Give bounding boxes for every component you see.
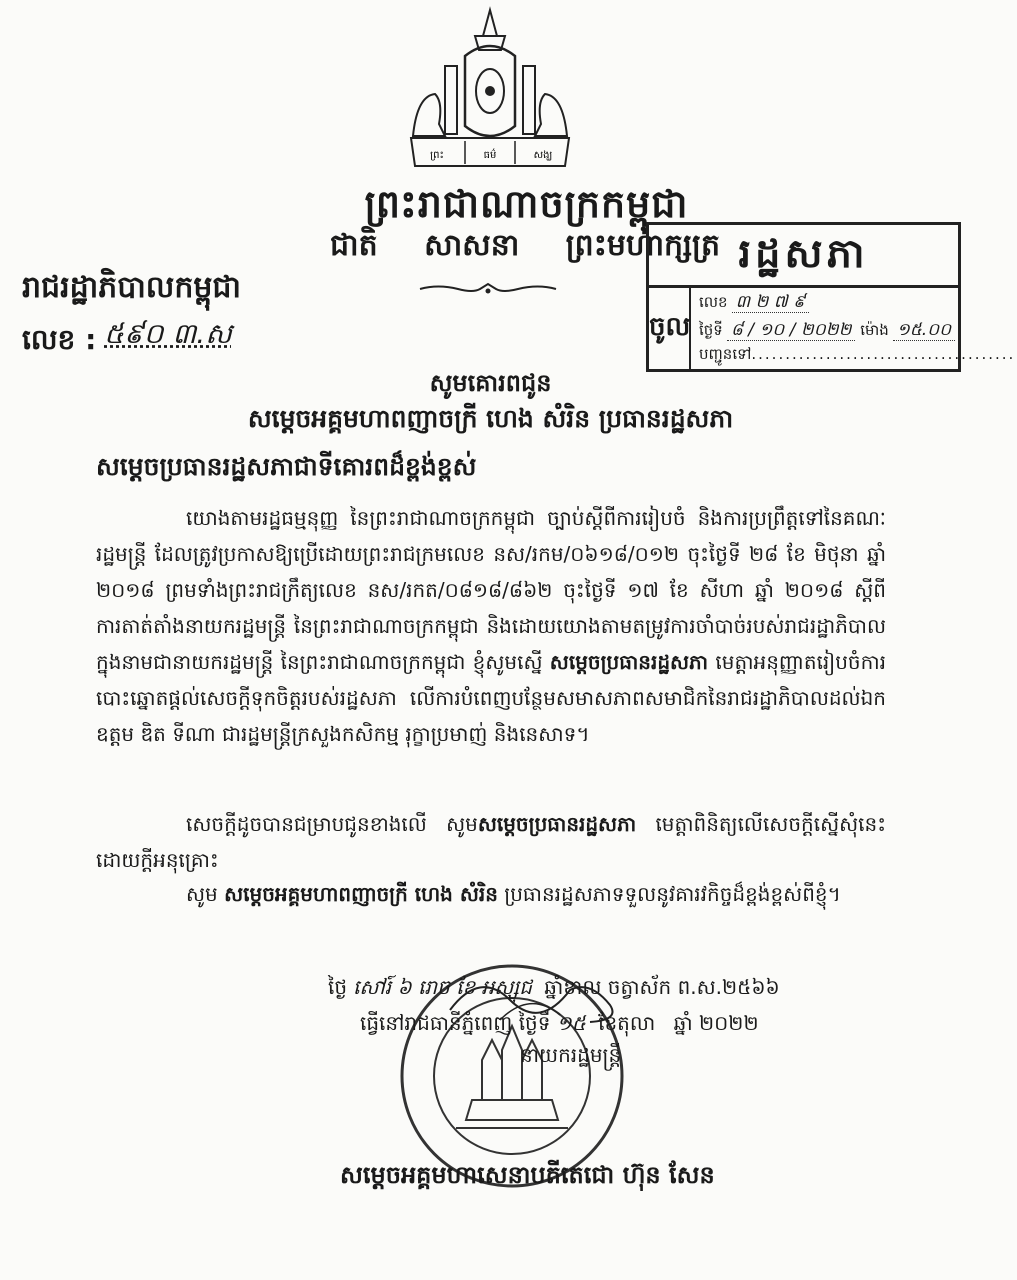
handwritten-day: ១៥ [556, 1011, 586, 1035]
date-prefix: ថ្ងៃ [328, 975, 348, 999]
place-prefix: ធ្វើនៅរាជធានីភ្នំពេញ ថ្ងៃទី [360, 1011, 551, 1035]
body-paragraph-2 [96, 806, 886, 878]
reference-label: លេខ : [22, 323, 97, 356]
handwritten-lunar-date: សៅរ៍ ៦ រោច ខែ អស្សុជ [353, 975, 532, 999]
paragraph-text: សេចក្តីដូចបានជម្រាបជូនខាងលើ សូម [186, 812, 478, 836]
stamp-date-row [699, 319, 955, 344]
lunar-year: ឆ្នាំខាល ចត្វាស័ក ព.ស.២៥៦៦ [544, 975, 780, 999]
emblem-banner-word: សង្ឃ [533, 150, 553, 161]
stamp-title: រដ្ឋសភា [649, 225, 958, 288]
signatory-name: សម្តេចអគ្គមហាសេនាបតីតេជោ ហ៊ុន សែន [340, 1161, 715, 1189]
signature-icon [440, 960, 640, 1040]
motto-word-nation: ជាតិ [330, 228, 378, 263]
motto-word-king: ព្រះមហាក្សត្រ [565, 228, 720, 263]
handwritten-month [655, 1011, 667, 1035]
paragraph-emphasis: សម្តេចប្រធានរដ្ឋសភា [549, 650, 709, 674]
stamp-side-label: ចូល [649, 285, 691, 369]
motto-word-religion: សាសនា [424, 228, 520, 263]
stamp-number-label: លេខ [699, 293, 728, 311]
stamp-forward-label: បញ្ជូនទៅ [699, 345, 752, 363]
month-prefix: ខែតុលា [598, 1011, 656, 1035]
paragraph-text: សូម [186, 882, 218, 906]
year-suffix: ឆ្នាំ ២០២២ [673, 1011, 759, 1035]
kingdom-title: ព្រះរាជាណាចក្រកម្ពុជា [364, 182, 689, 226]
stamp-date-value: ៨ / ១០ / ២០២២ [727, 320, 856, 341]
paragraph-text: ប្រធានរដ្ឋសភាទទួលនូវគារវកិច្ចដ៏ខ្ពង់ខ្ពស់ពីខ្ញុំ។ [504, 882, 841, 906]
emblem-banner-word: ធម៌ [483, 150, 497, 161]
paragraph-emphasis: សម្តេចប្រធានរដ្ឋសភា [477, 812, 637, 836]
issuing-authority: រាជរដ្ឋាភិបាលកម្ពុជា [22, 270, 241, 305]
salutation: សម្តេចប្រធានរដ្ឋសភាជាទីគោរពដ៏ខ្ពង់ខ្ពស់ [96, 452, 477, 481]
royal-emblem-icon [405, 6, 575, 168]
body-paragraph-1 [96, 500, 886, 752]
stamp-number-value: ៣ ២ ៧ ៩ [732, 292, 810, 313]
emblem-banner-word: ព្រះ [430, 150, 444, 161]
paragraph-text: មេត្តាអនុញ្ញាតរៀបចំការបោះឆ្នោតផ្តល់សេចក្តីទុកចិត្តរបស់រដ្ឋសភា លើការបំពេញបន្ថែមសមាសភាពសមាជិកនៃរាជរដ្ឋាភិបាលដល់ឯកឧត្តម ឌិត ទីណា ជារដ្ឋមន្ត្រីក្រសួងកសិកម្ម រុក្ខាប្រមាញ់ និងនេសាទ។ [96, 650, 887, 746]
ornament-divider-icon [418, 282, 558, 296]
received-stamp [646, 222, 1016, 372]
paragraph-text: យោងតាមរដ្ឋធម្មនុញ្ញ នៃព្រះរាជាណាចក្រកម្ពុជា ច្បាប់ស្តីពីការរៀបចំ និងការប្រព្រឹត្តទៅនៃគណៈរដ្ឋមន្ត្រី ដែលត្រូវប្រកាសឱ្យប្រើដោយព្រះរាជក្រមលេខ នស/រកម/០៦១៨/០១២ ចុះថ្ងៃទី ២៨ ខែ មិថុនា ឆ្នាំ ២០១៨ ព្រមទាំងព្រះរាជក្រឹត្យលេខ នស/រកត/០៨១៨/៨៦២ ចុះថ្ងៃទី ១៧ ខែ សីហា ឆ្នាំ ២០១៨ ស្តីពីការតាត់តាំងនាយករដ្ឋមន្ត្រី នៃព្រះរាជាណាចក្រកម្ពុជា និងដោយយោងតាមតម្រូវការចាំបាច់របស់រាជរដ្ឋាភិបាល ក្នុងនាមជានាយករដ្ឋមន្ត្រី នៃព្រះរាជាណាចក្រកម្ពុជា ខ្ញុំសូមស្នើ [96, 506, 886, 674]
stamp-time-label: ម៉ោង [860, 321, 889, 339]
body-paragraph-3 [96, 876, 886, 912]
stamp-forward-row: បញ្ជូនទៅ....................................... [699, 345, 1016, 363]
greeting-line-2: សម្តេចអគ្គមហាពញាចក្រី ហេង សំរិន ប្រធានរដ្ឋសភា [247, 404, 734, 433]
greeting-line-1: សូមគោរពជូន [429, 369, 552, 397]
stamp-number-row [699, 291, 809, 316]
stamp-time-value: ១៥.០០ [893, 320, 955, 341]
reference-number: ៥៩០ ៣.ស [104, 317, 232, 350]
paragraph-emphasis: សម្តេចអគ្គមហាពញាចក្រី ហេង សំរិន [224, 882, 498, 906]
paragraph-text: មេត្តាពិនិត្យលើសេចក្តីស្នើសុំនេះដោយក្តីអនុគ្រោះ [96, 812, 887, 872]
signatory-title: នាយករដ្ឋមន្ត្រី [520, 1043, 622, 1067]
stamp-date-label: ថ្ងៃទី [699, 321, 723, 339]
